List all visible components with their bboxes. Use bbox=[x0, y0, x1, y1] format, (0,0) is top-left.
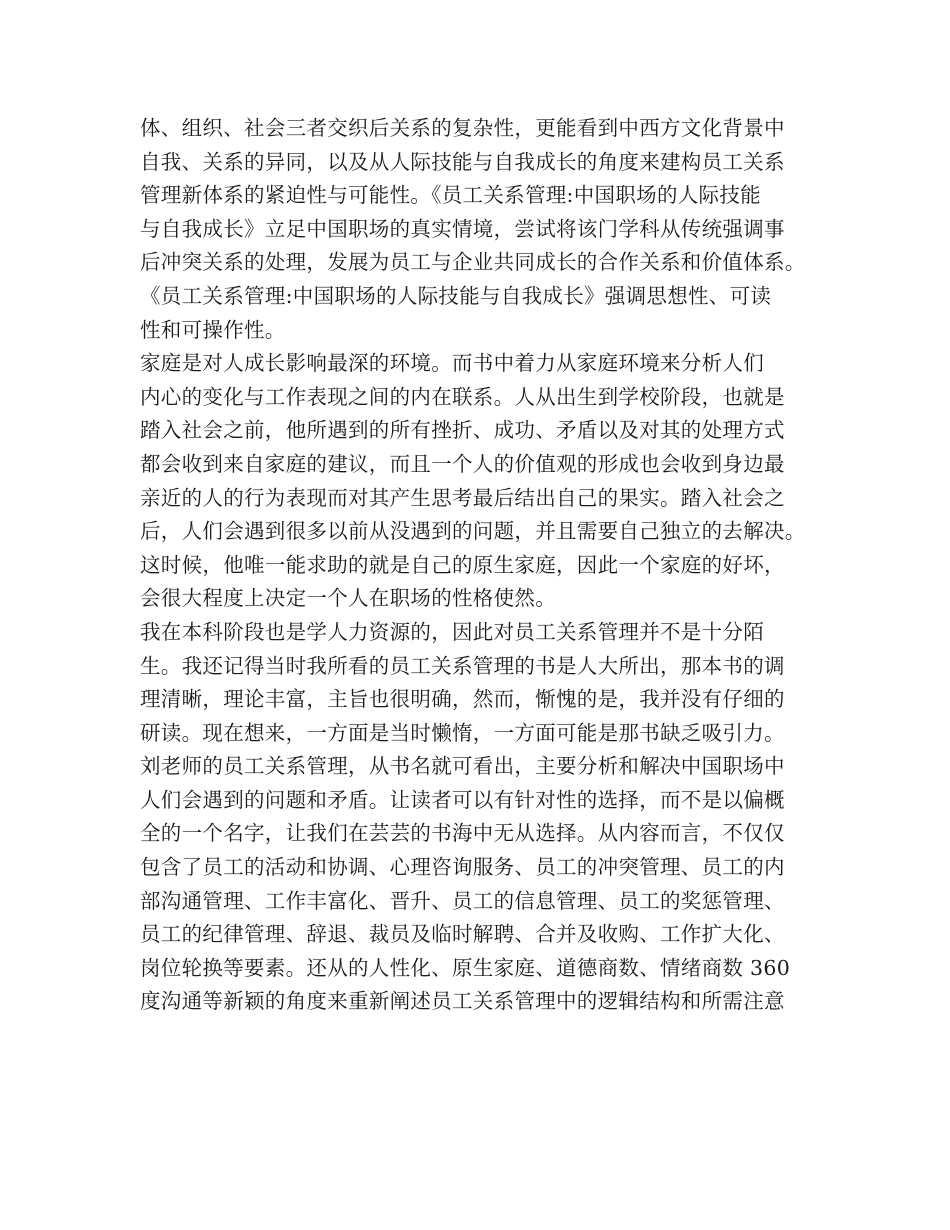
text-line: 后，人们会遇到很多以前从没遇到的问题，并且需要自己独立的去解决。 bbox=[140, 519, 806, 544]
text-line: 这时候，他唯一能求助的就是自己的原生家庭，因此一个家庭的好坏， bbox=[140, 552, 785, 577]
text-line: 都会收到来自家庭的建议，而且一个人的价值观的形成也会收到身边最 bbox=[140, 451, 785, 476]
text-line: 度沟通等新颖的角度来重新阐述员工关系管理中的逻辑结构和所需注意 bbox=[140, 989, 785, 1014]
text-line: 会很大程度上决定一个人在职场的性格使然。 bbox=[140, 586, 556, 611]
text-line: 性和可操作性。 bbox=[140, 317, 286, 342]
text-line: 与自我成长》立足中国职场的真实情境，尝试将该门学科从传统强调事 bbox=[140, 216, 785, 241]
text-line: 踏入社会之前，他所遇到的所有挫折、成功、矛盾以及对其的处理方式 bbox=[140, 418, 785, 443]
text-line: 《员工关系管理:中国职场的人际技能与自我成长》强调思想性、可读 bbox=[140, 283, 772, 308]
text-line: 自我、关系的异同，以及从人际技能与自我成长的角度来建构员工关系 bbox=[140, 149, 785, 174]
text-line: 家庭是对人成长影响最深的环境。而书中着力从家庭环境来分析人们 bbox=[140, 351, 764, 376]
text-line: 人们会遇到的问题和矛盾。让读者可以有针对性的选择，而不是以偏概 bbox=[140, 787, 785, 812]
text-line: 部沟通管理、工作丰富化、晋升、员工的信息管理、员工的奖惩管理、 bbox=[140, 888, 785, 913]
text-line: 后冲突关系的处理，发展为员工与企业共同成长的合作关系和价值体系。 bbox=[140, 250, 806, 275]
text-line: 岗位轮换等要素。还从的人性化、原生家庭、道德商数、情绪商数 360 bbox=[140, 955, 791, 980]
text-line: 刘老师的员工关系管理，从书名就可看出，主要分析和解决中国职场中 bbox=[140, 754, 785, 779]
text-line: 全的一个名字，让我们在芸芸的书海中无从选择。从内容而言，不仅仅 bbox=[140, 821, 785, 846]
text-line: 生。我还记得当时我所看的员工关系管理的书是人大所出，那本书的调 bbox=[140, 653, 785, 678]
text-line: 内心的变化与工作表现之间的内在联系。人从出生到学校阶段，也就是 bbox=[140, 384, 785, 409]
text-line: 包含了员工的活动和协调、心理咨询服务、员工的冲突管理、员工的内 bbox=[140, 855, 785, 880]
text-line: 员工的纪律管理、辞退、裁员及临时解聘、合并及收购、工作扩大化、 bbox=[140, 922, 785, 947]
text-line: 体、组织、社会三者交织后关系的复杂性，更能看到中西方文化背景中 bbox=[140, 116, 785, 140]
text-line: 理清晰，理论丰富，主旨也很明确，然而，惭愧的是，我并没有仔细的 bbox=[140, 687, 785, 712]
text-line: 亲近的人的行为表现而对其产生思考最后结出自己的果实。踏入社会之 bbox=[140, 485, 785, 510]
text-line: 管理新体系的紧迫性与可能性。《员工关系管理:中国职场的人际技能 bbox=[140, 183, 761, 208]
text-line: 研读。现在想来，一方面是当时懒惰，一方面可能是那书缺乏吸引力。 bbox=[140, 720, 785, 745]
text-line: 我在本科阶段也是学人力资源的，因此对员工关系管理并不是十分陌 bbox=[140, 619, 764, 644]
document-body bbox=[140, 112, 830, 1019]
